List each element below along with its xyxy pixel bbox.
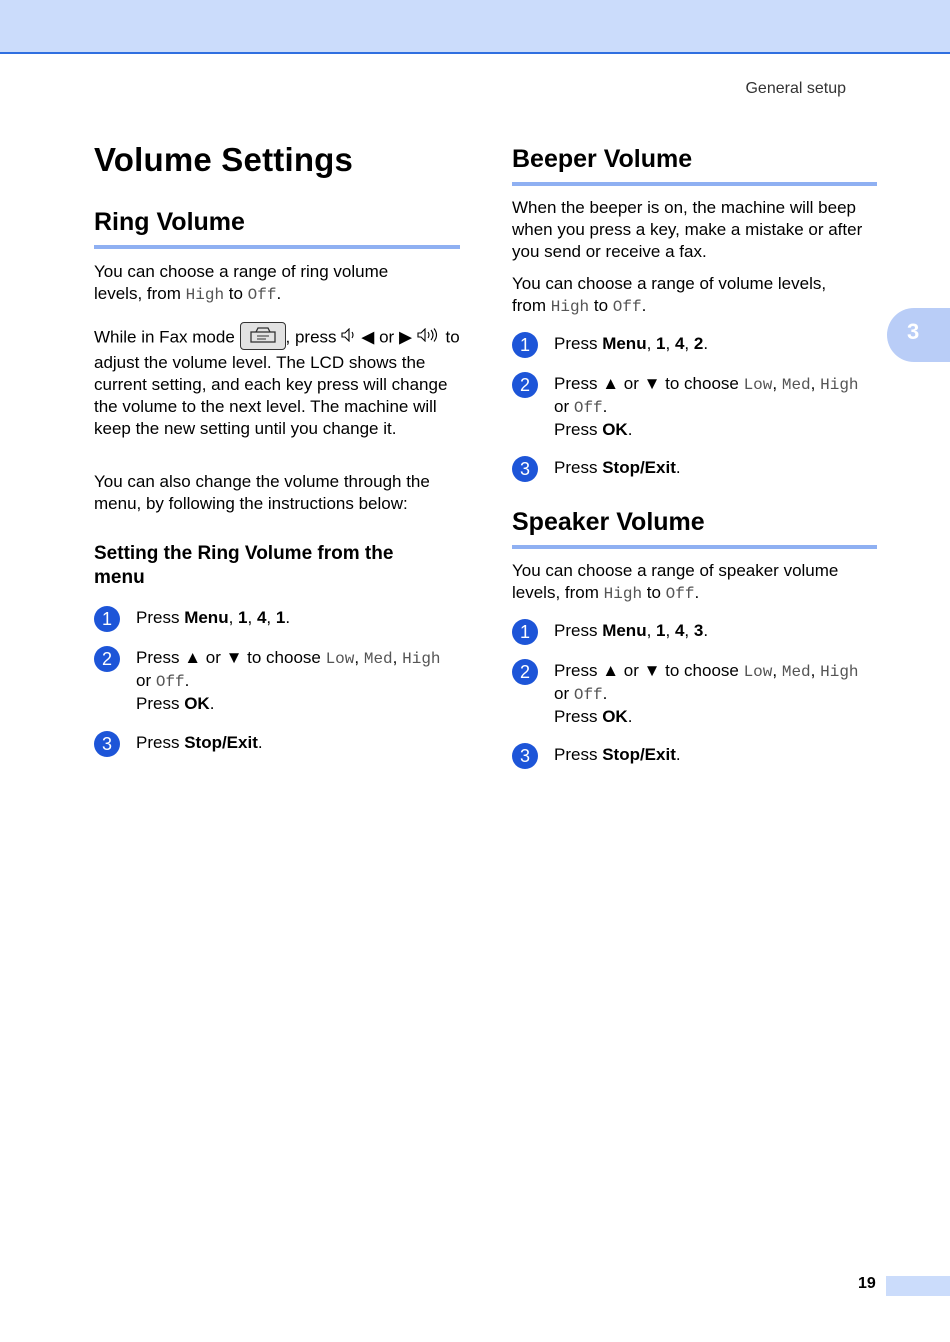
step-number: 3 — [94, 731, 120, 757]
volume-down-icon — [341, 326, 361, 348]
step-text: Press Stop/Exit. — [136, 733, 263, 752]
down-arrow-icon: ▼ — [225, 648, 243, 667]
step-number: 2 — [94, 646, 120, 672]
up-arrow-icon: ▲ — [602, 661, 620, 680]
ring-volume-intro: You can choose a range of ring volume levels, from High to Off. — [94, 262, 389, 304]
step-number: 1 — [512, 332, 538, 358]
step-number: 3 — [512, 456, 538, 482]
step-text: Press Menu, 1, 4, 3. — [554, 621, 709, 640]
step-text: Press ▲ or ▼ to choose Low, Med, High or Off. Press OK. — [136, 648, 441, 713]
chapter-number: 3 — [907, 319, 920, 344]
top-band — [0, 0, 950, 54]
speaker-volume-heading: Speaker Volume — [512, 508, 877, 549]
step-text: Press ▲ or ▼ to choose Low, Med, High or Off. Press OK. — [554, 661, 859, 726]
step-text: Press Stop/Exit. — [554, 745, 681, 764]
step-number: 2 — [512, 372, 538, 398]
page-number-bar — [886, 1276, 950, 1296]
beeper-volume-range: You can choose a range of volume levels, from High to Off. — [512, 274, 827, 316]
beeper-volume-heading: Beeper Volume — [512, 145, 877, 186]
chapter-tab — [887, 308, 950, 362]
step-text: Press Menu, 1, 4, 2. — [554, 334, 709, 353]
ring-volume-instructions: While in Fax mode , press ◀ or ▶ to adjust the volume level. The LCD shows the current setting, and each key press will change the volume to the next level. The machine will keep the new setting until you change it. — [94, 324, 460, 440]
step-text: Press ▲ or ▼ to choose Low, Med, High or Off. Press OK. — [554, 374, 859, 439]
volume-up-icon — [417, 326, 441, 348]
step-number: 1 — [94, 606, 120, 632]
down-arrow-icon: ▼ — [643, 374, 661, 393]
fax-mode-button-icon — [240, 322, 286, 350]
page-number: 19 — [858, 1275, 876, 1292]
page-title: Volume Settings — [94, 141, 354, 178]
right-arrow-icon: ▶ — [398, 327, 413, 347]
section-header: General setup — [745, 80, 846, 97]
beeper-volume-intro: When the beeper is on, the machine will beep when you press a key, make a mistake or after you send or receive a fax. — [512, 198, 863, 261]
down-arrow-icon: ▼ — [643, 661, 661, 680]
ring-volume-menu-note: You can also change the volume through the menu, by following the instructions below: — [94, 472, 430, 513]
speaker-volume-intro: You can choose a range of speaker volume levels, from High to Off. — [512, 561, 839, 603]
step-text: Press Stop/Exit. — [554, 458, 681, 477]
step-number: 3 — [512, 743, 538, 769]
step-text: Press Menu, 1, 4, 1. — [136, 608, 291, 627]
left-arrow-icon: ◀ — [361, 327, 375, 347]
step-number: 1 — [512, 619, 538, 645]
ring-volume-heading: Ring Volume — [94, 208, 460, 249]
step-number: 2 — [512, 659, 538, 685]
ring-volume-menu-heading: Setting the Ring Volume from the menu — [94, 543, 394, 588]
up-arrow-icon: ▲ — [184, 648, 202, 667]
up-arrow-icon: ▲ — [602, 374, 620, 393]
